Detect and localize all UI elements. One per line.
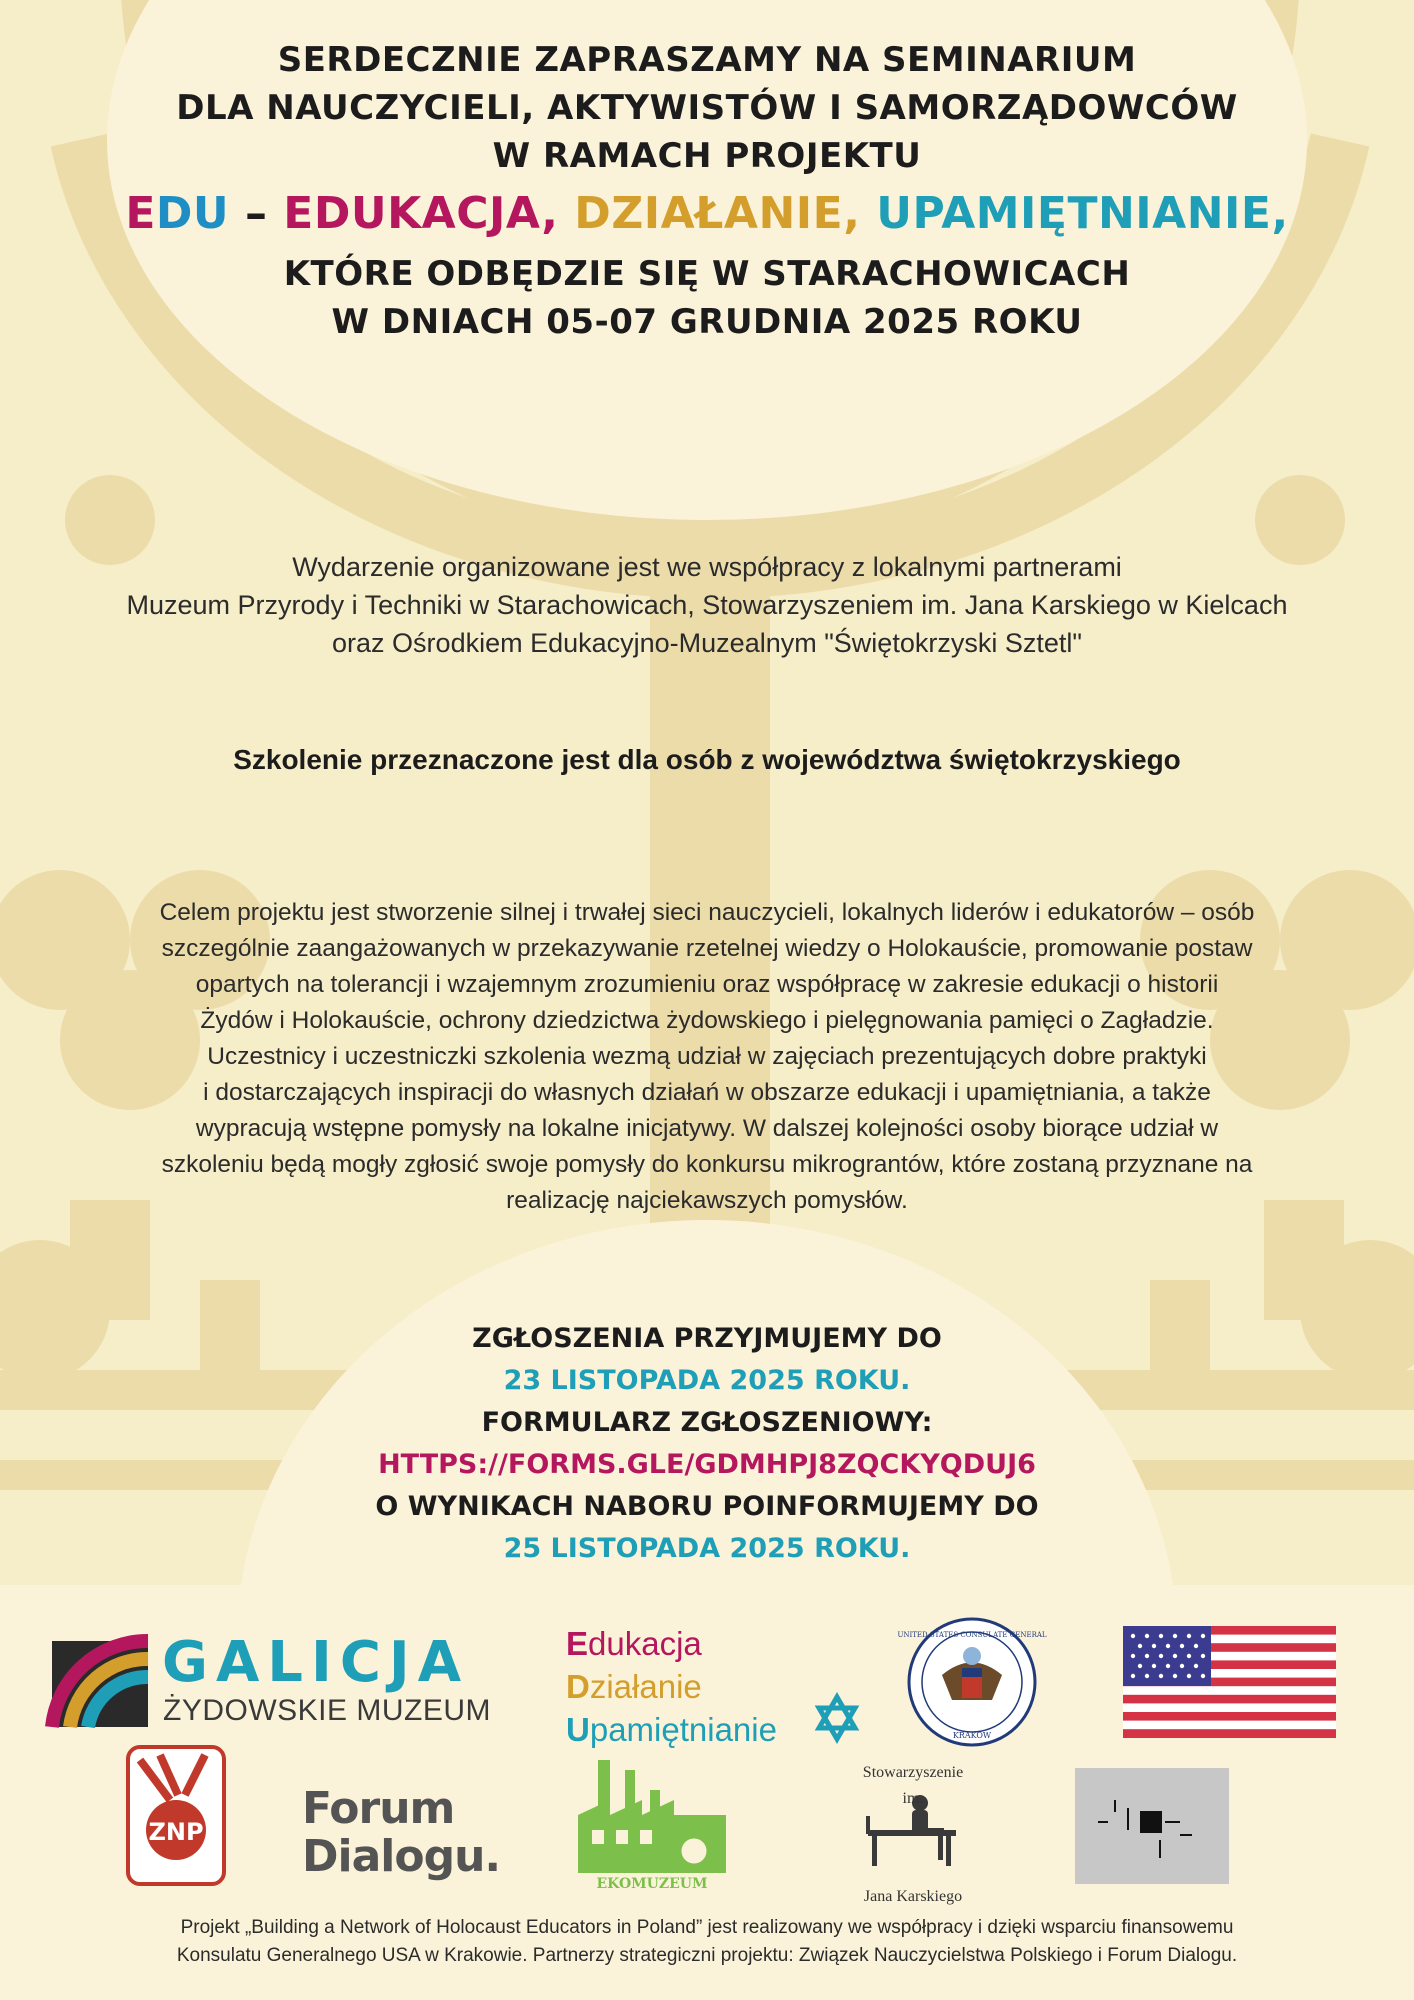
goal-line: szczególnie zaangażowanych w przekazywanie rzetelnej wiedzy o Holokauście, promowanie postaw — [161, 935, 1253, 962]
edu-logo-line-1 — [566, 1622, 777, 1665]
results-label: O WYNIKACH NABORU POINFORMUJEMY DO — [375, 1491, 1039, 1522]
galicja-logo-subtitle: ŻYDOWSKIE MUZEUM — [163, 1694, 491, 1727]
footer-line-2: Konsulatu Generalnego USA w Krakowie. Partnerzy strategiczni projektu: Związek Nauczycielstwa Polskiego i Forum Dialogu. — [176, 1945, 1238, 1966]
ekomuzeum-text: EKOMUZEUM — [596, 1876, 708, 1892]
stow-line-1: Stowarzyszenie — [862, 1764, 964, 1781]
stow-line-2: im. — [902, 1790, 924, 1807]
goal-line: szkoleniu będą mogły zgłosić swoje pomysły do konkursu mikrograntów, które zostaną przyznane na — [161, 1151, 1253, 1178]
us-flag-icon — [1123, 1626, 1336, 1738]
heading-line-2: DLA NAUCZYCIELI, AKTYWISTÓW I SAMORZĄDOWCÓW — [176, 88, 1238, 128]
edu-logo-upamietnianie: pamiętnianie — [589, 1711, 777, 1748]
heading-line-3: W RAMACH PROJEKTU — [492, 136, 922, 176]
form-label: FORMULARZ ZGŁOSZENIOWY: — [481, 1407, 933, 1438]
project-title — [0, 182, 1414, 246]
goal-line: opartych na tolerancji i wzajemnym zrozumieniu oraz współpracę w zakresie edukacji o historii — [195, 971, 1219, 998]
project-title-du: DU — [155, 188, 230, 239]
project-footer — [60, 1914, 1354, 1970]
znp-logo-icon — [128, 1747, 224, 1884]
edu-logo-line-3 — [566, 1708, 777, 1751]
heading-line-1: SERDECZNIE ZAPRASZAMY NA SEMINARIUM — [277, 40, 1137, 80]
goal-line: Żydów i Holokauście, ochrony dziedzictwa żydowskiego i pielęgnowania pamięci o Zagładzie. — [200, 1007, 1214, 1034]
audience-note: Szkolenie przeznaczone jest dla osób z województwa świętokrzyskiego — [233, 744, 1181, 775]
heading-line-5: KTÓRE ODBĘDZIE SIĘ W STARACHOWICACH — [283, 254, 1131, 294]
goal-line: i dostarczających inspiracji do własnych działań w obszarze edukacji i upamiętniania, a także — [203, 1079, 1211, 1106]
registration-info — [0, 1318, 1414, 1570]
ekomuzeum-logo-icon — [578, 1760, 726, 1892]
partners-line-3: oraz Ośrodkiem Edukacyjno-Muzealnym "Świętokrzyski Sztetl" — [332, 628, 1082, 658]
goal-line: realizację najciekawszych pomysłów. — [506, 1187, 908, 1214]
edu-logo-u: U — [566, 1711, 590, 1748]
project-title-e: E — [125, 188, 156, 239]
edu-project-logo — [566, 1622, 777, 1751]
form-link[interactable]: HTTPS://FORMS.GLE/GDMHPJ8ZQCKYQDUJ6 — [378, 1449, 1036, 1480]
partners-paragraph — [60, 548, 1354, 662]
galicja-logo-icon — [52, 1641, 148, 1727]
deadline-date: 23 LISTOPADA 2025 ROKU. — [503, 1365, 911, 1396]
project-title-dash: – — [229, 188, 284, 239]
consulate-bottom-text: KRAKOW — [952, 1731, 992, 1740]
karski-association-logo — [844, 1764, 982, 1906]
project-goal-paragraph — [72, 895, 1342, 1219]
heading-line-6: W DNIACH 05-07 GRUDNIA 2025 ROKU — [331, 302, 1083, 342]
znp-text: ZNP — [148, 1818, 204, 1846]
forum-logo-line-2: Dialogu. — [302, 1831, 501, 1882]
sztetl-logo-icon — [1075, 1768, 1229, 1884]
edu-logo-edukacja: dukacja — [588, 1625, 702, 1662]
invitation-heading — [0, 36, 1414, 346]
edu-logo-dzialanie: ziałanie — [589, 1668, 702, 1705]
project-title-dzialanie: DZIAŁANIE, — [558, 188, 861, 239]
forum-logo-line-1: Forum — [302, 1783, 455, 1834]
partners-line-2: Muzeum Przyrody i Techniki w Starachowicach, Stowarzyszeniem im. Jana Karskiego w Kielcach — [126, 590, 1288, 620]
galicja-logo-title: GALICJA — [162, 1630, 470, 1695]
goal-line: Uczestnicy i uczestniczki szkolenia wezmą udział w zajęciach prezentujących dobre praktyki — [207, 1043, 1207, 1070]
edu-logo-d: D — [566, 1668, 590, 1705]
edu-logo-e: E — [566, 1625, 589, 1662]
partners-line-1: Wydarzenie organizowane jest we współpracy z lokalnymi partnerami — [292, 552, 1122, 582]
consulate-top-text: UNITED STATES CONSULATE GENERAL — [897, 1631, 1047, 1639]
goal-line: wypracują wstępne pomysły na lokalne inicjatywy. W dalszej kolejności osoby biorące udział w — [195, 1115, 1219, 1142]
footer-line-1: Projekt „Building a Network of Holocaust Educators in Poland” jest realizowany we współpracy i dzięki wsparciu finansowemu — [180, 1917, 1234, 1938]
results-date: 25 LISTOPADA 2025 ROKU. — [503, 1533, 911, 1564]
stow-line-3: Jana Karskiego — [863, 1888, 963, 1905]
project-title-edukacja: EDUKACJA, — [283, 188, 559, 239]
edu-logo-line-2 — [566, 1665, 777, 1708]
goal-line: Celem projektu jest stworzenie silnej i trwałej sieci nauczycieli, lokalnych liderów i edukatorów – osób — [159, 899, 1255, 926]
deadline-label: ZGŁOSZENIA PRZYJMUJEMY DO — [472, 1323, 942, 1354]
project-title-upamietnianie: UPAMIĘTNIANIE, — [860, 188, 1289, 239]
star-of-david-icon — [819, 1697, 855, 1739]
consulate-seal-icon — [897, 1619, 1046, 1745]
forum-dialogu-logo — [302, 1785, 500, 1881]
